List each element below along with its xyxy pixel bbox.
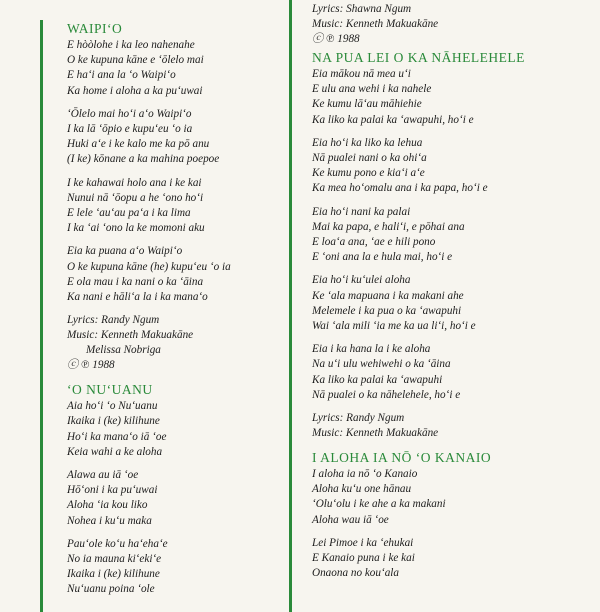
stanza <box>312 273 600 334</box>
lyric-line: Eia ka puana a‘o Waipi‘o <box>67 245 183 258</box>
lyric-line: Aia ho‘i ‘o Nu‘uanu <box>67 400 158 413</box>
lyric-line: I ka lā ‘ōpio e kupu‘eu ‘o ia <box>67 123 193 136</box>
lyric-line: Ho‘i ka mana‘o iā ‘oe <box>67 430 167 443</box>
lyric-line: Nunui nā ‘ōopu a he ‘ono ho‘i <box>67 191 204 204</box>
stanza <box>312 205 600 266</box>
lyric-line: Pau‘ole ko‘u ha‘eha‘e <box>67 537 168 550</box>
lyric-line: ‘Ōlelo mai ho‘i a‘o Waipi‘o <box>67 107 192 120</box>
stanza <box>67 107 312 168</box>
stanza <box>67 399 312 460</box>
credit-line: Music: Kenneth Makuakāne <box>312 18 439 30</box>
lyric-line: I aloha ia nō ‘o Kanaio <box>312 468 418 481</box>
lyric-line: No ia mauna ki‘eki‘e <box>67 553 162 566</box>
credits <box>67 313 312 373</box>
stanza <box>67 537 312 598</box>
lyric-line: Hō‘oni i ka pu‘uwai <box>67 484 158 497</box>
left-column <box>40 20 312 612</box>
stanza <box>312 342 600 403</box>
credit-line: Music: Kenneth Makuakāne <box>67 329 194 342</box>
credit-line: Music: Kenneth Makuakāne <box>312 427 439 440</box>
stanza <box>312 67 600 128</box>
stanza <box>67 176 312 237</box>
lyric-line: Ka mea ho‘omalu ana i ka papa, ho‘i e <box>312 182 488 195</box>
lyric-line: Huki a‘e i ke kalo me ka pō anu <box>67 138 210 151</box>
credit-line: Lyrics: Randy Ngum <box>67 314 160 327</box>
lyric-line: Eia mākou nā mea u‘i <box>312 68 411 80</box>
top-credits <box>312 2 600 47</box>
lyric-line: ‘Olu‘olu i ke ahe a ka makani <box>312 498 446 511</box>
stanza <box>67 244 312 305</box>
right-column <box>289 0 600 612</box>
lyric-line: Alawa au iā ‘oe <box>67 469 139 482</box>
lyric-line: Nā pualei nani o ka ohi‘a <box>312 152 427 165</box>
stanza <box>67 38 312 99</box>
lyric-line: E ola mau i ka nani o ka ‘āina <box>67 275 204 288</box>
lyric-line: Na u‘i ulu wehiwehi o ka ‘āina <box>312 358 451 371</box>
lyric-line: Ke kumu lā‘au māhiehie <box>312 98 422 111</box>
lyric-line: E ulu ana wehi i ka nahele <box>312 83 432 96</box>
lyric-line: E ha‘i ana la ‘o Waipi‘o <box>67 69 176 82</box>
lyric-line: Ka liko ka palai ka ‘awapuhi, ho‘i e <box>312 113 474 126</box>
song-title: NA PUA LEI O KA NĀHELEHELE <box>312 50 525 65</box>
lyric-line: I ke kahawai holo ana i ke kai <box>67 176 202 189</box>
stanza <box>312 136 600 197</box>
stanza <box>312 536 600 582</box>
lyric-line: Eia i ka hana la i ke aloha <box>312 343 431 356</box>
lyric-line: Eia ho‘i nani ka palai <box>312 205 411 218</box>
song-title: ‘O NU‘UANU <box>67 382 153 398</box>
song-title: WAIPI‘O <box>67 21 123 36</box>
lyric-line: Keia wahi a ke aloha <box>67 445 163 458</box>
lyric-line: Ikaika i (ke) kilihune <box>67 568 160 581</box>
lyric-line: Mai ka papa, e hali‘i, e pōhai ana <box>312 220 465 233</box>
lyric-line: Aloha ku‘u one hānau <box>312 483 412 496</box>
stanza <box>312 467 600 528</box>
lyric-line: E loa‘a ana, ‘ae e hili pono <box>312 236 436 249</box>
song-title: I ALOHA IA NŌ ‘O KANAIO <box>312 450 492 466</box>
lyric-line: Ka nani e hāli‘a la i ka mana‘o <box>67 291 208 304</box>
lyric-line: Aloha ‘ia kou liko <box>67 499 148 512</box>
credit-line: ⓒ ℗ 1988 <box>67 359 115 372</box>
lyric-line: Eia ho‘i ka liko ka lehua <box>312 136 423 149</box>
lyric-line: Lei Pimoe i ka ‘ehukai <box>312 536 414 549</box>
lyric-line: Nā pualei o ka nāhelehele, ho‘i e <box>312 388 461 401</box>
lyric-line: Ikaika i (ke) kilihune <box>67 415 160 428</box>
lyric-line: Aloha wau iā ‘oe <box>312 513 389 526</box>
lyric-line: O ke kupuna kāne e ‘ōlelo mai <box>67 54 204 67</box>
lyric-line: Ka liko ka palai ka ‘awapuhi <box>312 373 443 386</box>
lyric-line: (I ke) kōnane a ka mahina poepoe <box>67 153 220 166</box>
lyric-line: Nu‘uanu poina ‘ole <box>67 583 155 596</box>
lyric-line: E Kanaio puna i ke kai <box>312 552 415 565</box>
lyric-line: E ‘oni ana la e hula mai, ho‘i e <box>312 251 453 264</box>
credit-line: Lyrics: Shawna Ngum <box>312 3 412 15</box>
lyric-line: E hòòlohe i ka leo nahenahe <box>67 39 195 51</box>
lyric-line: Melemele i ka pua o ka ‘awapuhi <box>312 304 462 317</box>
lyric-line: Ke kumu pono e kia‘i a‘e <box>312 167 425 180</box>
credit-line: Melissa Nobriga <box>86 344 161 357</box>
credit-line: ⓒ ℗ 1988 <box>312 33 360 45</box>
lyric-line: Ke ‘ala mapuana i ka makani ahe <box>312 289 464 302</box>
lyric-line: E lele ‘au‘au pa‘a i ka lima <box>67 207 191 220</box>
lyric-line: Wai ‘ala mili ‘ia me ka ua li‘i, ho‘i e <box>312 320 476 333</box>
lyric-line: I ka ‘ai ‘ono la ke momoni aku <box>67 222 205 235</box>
lyric-line: Eia ho‘i ku‘ulei aloha <box>312 274 411 287</box>
lyric-line: Onaona no kou‘ala <box>312 567 400 580</box>
stanza <box>67 468 312 529</box>
lyric-line: Ka home i aloha a ka pu‘uwai <box>67 84 203 97</box>
lyric-line: O ke kupuna kāne (he) kupu‘eu ‘o ia <box>67 260 231 273</box>
credit-line: Lyrics: Randy Ngum <box>312 412 405 425</box>
lyric-line: Nohea i ku‘u maka <box>67 514 152 527</box>
credits <box>312 411 600 441</box>
